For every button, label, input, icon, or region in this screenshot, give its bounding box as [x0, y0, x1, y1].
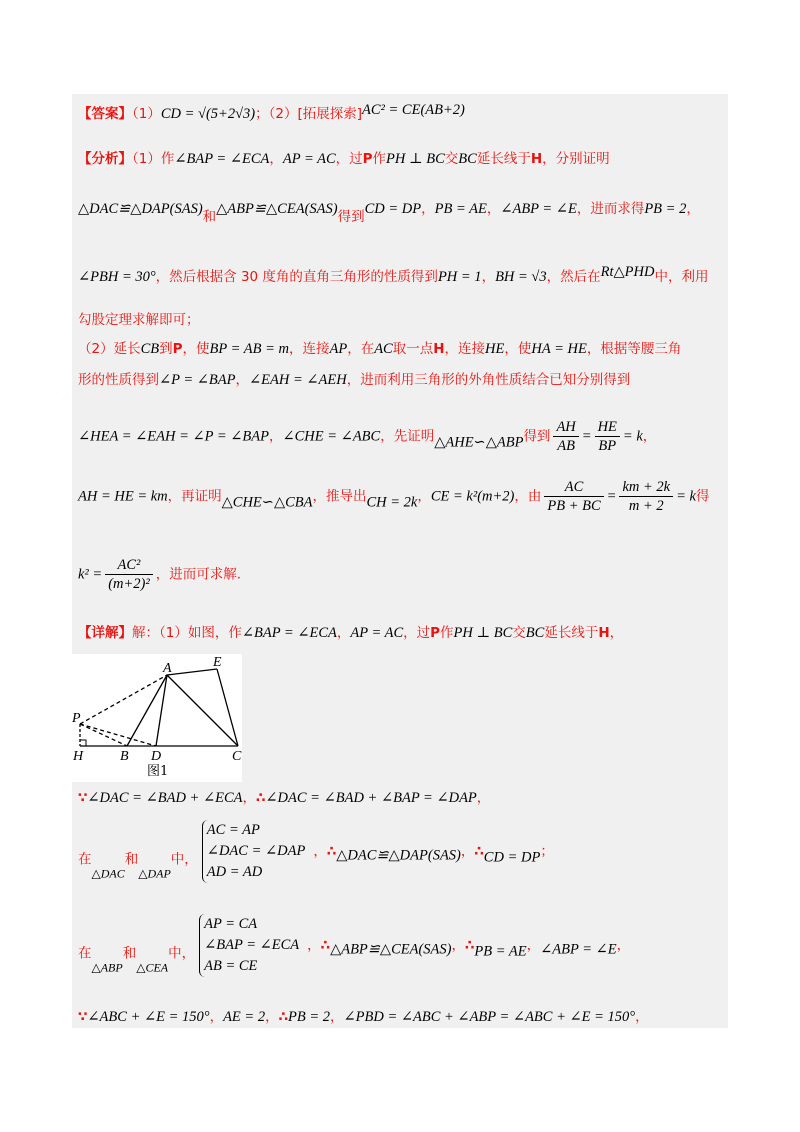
- label-a: A: [163, 661, 172, 676]
- conditions-brace-2: AP = CA ∠BAP = ∠ECA AB = CE: [199, 914, 303, 977]
- proof-line-1: ∵∠DAC = ∠BAD + ∠ECA，∴∠DAC = ∠BAD + ∠BAP = ∠DAP，: [78, 790, 491, 806]
- analysis-line-4: 勾股定理求解即可；: [78, 312, 200, 328]
- analysis-line-7: ∠HEA = ∠EAH = ∠P = ∠BAP，∠CHE = ∠ABC，先证明△AHE∽△ABP得到 $\frac{AH}{AB}$ = $\frac{HE}{BP}$ = k，: [78, 419, 657, 454]
- label-p: P: [72, 711, 81, 726]
- fraction-ah-ab: $\frac{AH}{AB}$: [553, 418, 578, 455]
- analysis-line-1: 【分析】（1）作∠BAP = ∠ECA，AP = AC，过P作PH ⊥ BC交BC延长线于H，分别证明: [78, 151, 610, 167]
- detail-tag: 【详解】: [78, 625, 132, 641]
- segment-pd: [80, 724, 156, 746]
- segment-ec: [217, 669, 238, 746]
- segment-pb: [80, 724, 127, 746]
- analysis-line-5: （2）延长CB到P，使BP = AB = m，连接AP，在AC取一点H，连接HE，使HA = HE，根据等腰三角: [78, 341, 682, 357]
- fraction-km2k-m2: $\frac{km + 2k}{m + 2}$: [619, 478, 673, 515]
- analysis-tag: 【分析】: [78, 151, 132, 167]
- fraction-he-bp: $\frac{HE}{BP}$: [595, 418, 620, 455]
- analysis-line-2: △DAC≌△DAP(SAS)和△ABP≌△CEA(SAS)得到CD = DP，PB = AE，∠ABP = ∠E，进而求得PB = 2，: [78, 201, 700, 225]
- analysis-line-3: ∠PBH = 30°，然后根据含 30 度角的直角三角形的性质得到PH = 1，BH = √3，然后在Rt△PHD中，利用: [78, 264, 709, 285]
- figure-caption: 图1: [147, 764, 169, 779]
- analysis-line-8: AH = HE = km，再证明△CHE∽△CBA，推导出CH = 2k，CE = k²(m+2)，由 $\frac{AC}{PB + BC}$ = $\frac{km + 2k}{m + 2}$ = k得: [78, 479, 710, 514]
- proof-line-4: ∵∠ABC + ∠E = 150°，AE = 2，∴PB = 2，∠PBD = ∠ABC + ∠ABP = ∠ABC + ∠E = 150°，: [78, 1009, 649, 1025]
- label-e: E: [213, 655, 222, 670]
- detail-line-1: 【详解】解：（1）如图，作∠BAP = ∠ECA，AP = AC，过P作PH ⊥ BC交BC延长线于H，: [78, 625, 624, 641]
- right-angle-mark: [80, 740, 86, 746]
- segment-pa: [80, 675, 167, 724]
- analysis-line-9: k² = $\frac{\text{AC²}}{\text{(m+2)²}}$ ，进而可求解.: [78, 557, 242, 592]
- segment-ac: [167, 675, 238, 746]
- analysis-line-6: 形的性质得到∠P = ∠BAP，∠EAH = ∠AEH，进而利用三角形的外角性质结合已知分别得到: [78, 372, 631, 388]
- figure-1-diagram: [72, 654, 242, 782]
- answer-line: 【答案】（1）CD = √(5+2√3)；（2）[拓展探索]AC² = CE(AB+2): [78, 102, 465, 122]
- label-d: D: [151, 749, 162, 764]
- answer-tag: 【答案】: [78, 106, 132, 122]
- proof-line-3: 在△ABP和△CEA中， AP = CA ∠BAP = ∠ECA AB = CE ，∴△ABP≌△CEA(SAS)，∴PB = AE，∠ABP = ∠E，: [78, 914, 630, 978]
- proof-line-2: 在△DAC和△DAP中， AC = AP ∠DAC = ∠DAP AD = AD ，∴△DAC≌△DAP(SAS)，∴CD = DP；: [78, 820, 554, 884]
- label-h: H: [73, 749, 84, 764]
- fraction-k-squared: $\frac{\text{AC²}}{\text{(m+2)²}}$: [105, 556, 153, 593]
- conditions-brace-1: AC = AP ∠DAC = ∠DAP AD = AD: [202, 820, 310, 883]
- segment-ae: [167, 669, 217, 675]
- fraction-ac-pbbc: $\frac{AC}{PB + BC}$: [544, 478, 603, 515]
- geometry-figure: [72, 654, 242, 782]
- label-c: C: [232, 749, 242, 764]
- label-b: B: [120, 749, 129, 764]
